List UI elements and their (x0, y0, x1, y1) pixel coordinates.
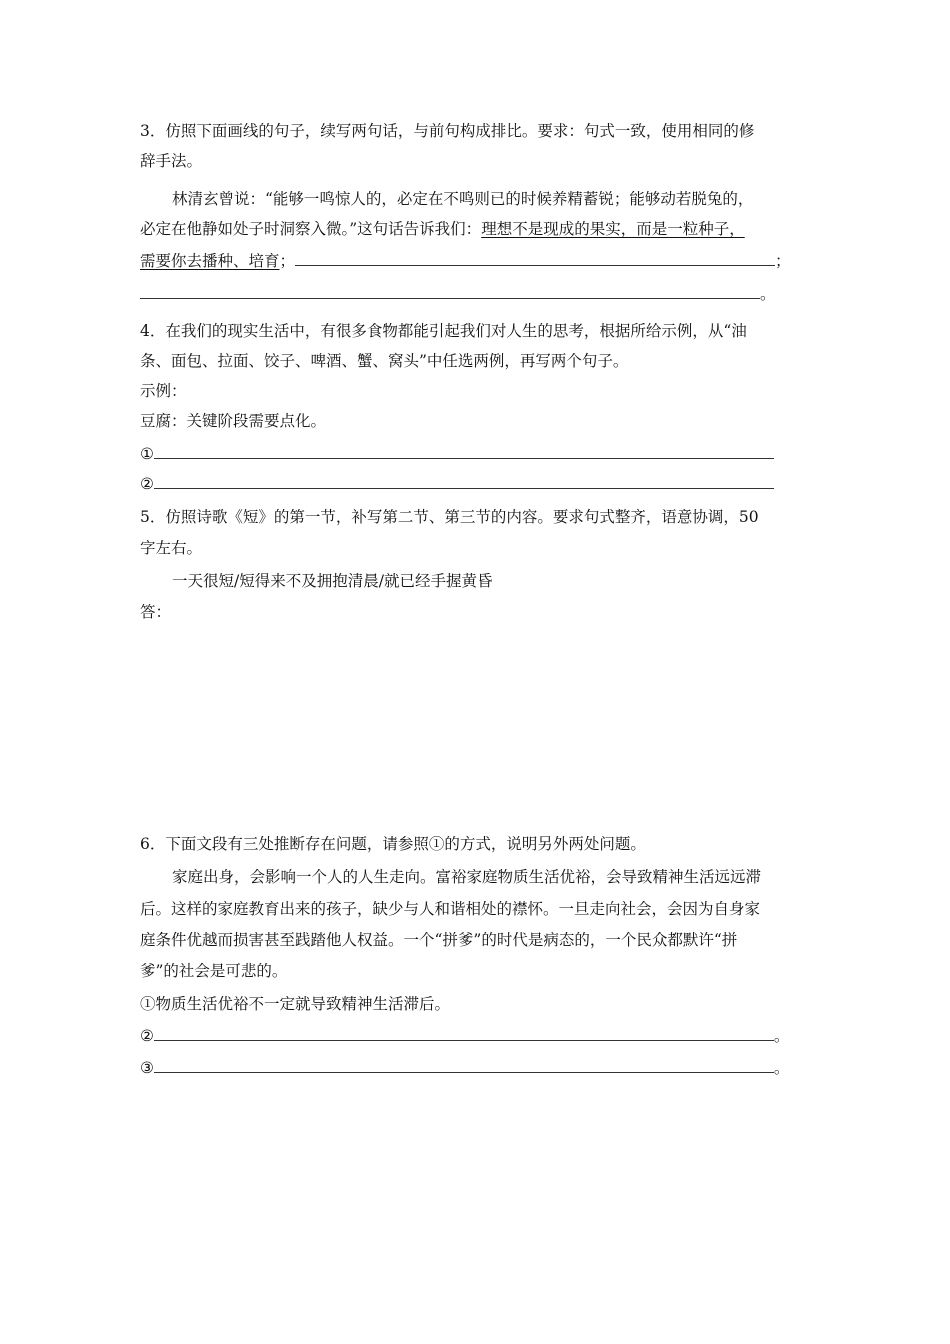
q6-answer-line-2 (140, 1025, 789, 1047)
q6-period-3: 。 (773, 1059, 790, 1077)
q3-stem-line-2: 辞手法。 (140, 152, 203, 170)
q5-answer-label: 答： (140, 603, 172, 621)
q3-passage-line-2 (140, 218, 745, 240)
q6-circled-2: ② (140, 1027, 154, 1045)
q4-stem-line-1: 4．在我们的现实生活中，有很多食物都能引起我们对人生的思考，根据所给示例，从“油 (140, 322, 747, 340)
q6-stem: 6．下面文段有三处推断存在问题，请参照①的方式，说明另外两处问题。 (140, 835, 646, 853)
q5-poem: 一天很短/短得来不及拥抱清晨/就已经手握黄昏 (172, 572, 493, 590)
q6-answer-blank-3[interactable] (154, 1058, 774, 1073)
q3-passage-line-1: 林清玄曾说：“能够一鸣惊人的，必定在不鸣则已的时候养精蓄锐；能够动若脱兔的， (172, 190, 754, 208)
q6-passage-line-2: 后。这样的家庭教育出来的孩子，缺少与人和谐相处的襟怀。一旦走向社会，会因为自身家 (140, 900, 761, 918)
q3-colon: ； (279, 252, 296, 270)
q3-underlined-sentence-part-1: 理想不是现成的果实，而是一粒种子， (481, 220, 745, 238)
q4-circled-1: ① (140, 445, 154, 463)
q3-underlined-sentence-part-2: 需要你去播种、培育 (140, 252, 280, 270)
q5-stem-line-2: 字左右。 (140, 539, 203, 557)
q3-stem-line-1: 3．仿照下面画线的句子，续写两句话，与前句构成排比。要求：句式一致，使用相同的修 (140, 122, 755, 140)
q6-period-2: 。 (773, 1027, 790, 1045)
q3-semicolon: ； (775, 252, 791, 270)
q6-passage-line-3: 庭条件优越而损害甚至践踏他人权益。一个“拼爹”的时代是病态的，一个民众都默许“拼 (140, 931, 738, 949)
q3-answer-line-2 (140, 283, 776, 305)
q6-passage-line-1: 家庭出身，会影响一个人的人生走向。富裕家庭物质生活优裕，会导致精神生活远远滞 (172, 868, 762, 886)
q4-answer-line-2 (140, 473, 774, 495)
q6-answer-1: ①物质生活优裕不一定就导致精神生活滞后。 (140, 995, 451, 1013)
q4-stem-line-2: 条、面包、拉面、饺子、啤酒、蟹、窝头”中任选两例，再写两个句子。 (140, 352, 629, 370)
q5-stem-line-1: 5．仿照诗歌《短》的第一节，补写第二节、第三节的内容。要求句式整齐，语意协调，50 (140, 508, 759, 526)
q4-example: 豆腐：关键阶段需要点化。 (140, 412, 327, 430)
q6-passage-line-4: 爹”的社会是可悲的。 (140, 962, 288, 980)
q6-answer-line-3 (140, 1057, 789, 1079)
q4-answer-line-1 (140, 443, 774, 465)
q3-passage-text: 必定在他静如处子时洞察入微。”这句话告诉我们： (140, 220, 482, 238)
q4-answer-blank-1[interactable] (154, 444, 774, 459)
q3-answer-blank-1[interactable] (295, 251, 775, 266)
q4-example-label: 示例： (140, 382, 187, 400)
q4-answer-blank-2[interactable] (154, 474, 774, 489)
q4-circled-2: ② (140, 475, 154, 493)
q3-period: 。 (760, 285, 776, 303)
q3-answer-blank-2[interactable] (140, 284, 760, 299)
q6-answer-blank-2[interactable] (154, 1026, 774, 1041)
q3-answer-line-1 (140, 250, 791, 272)
q6-circled-3: ③ (140, 1059, 154, 1077)
